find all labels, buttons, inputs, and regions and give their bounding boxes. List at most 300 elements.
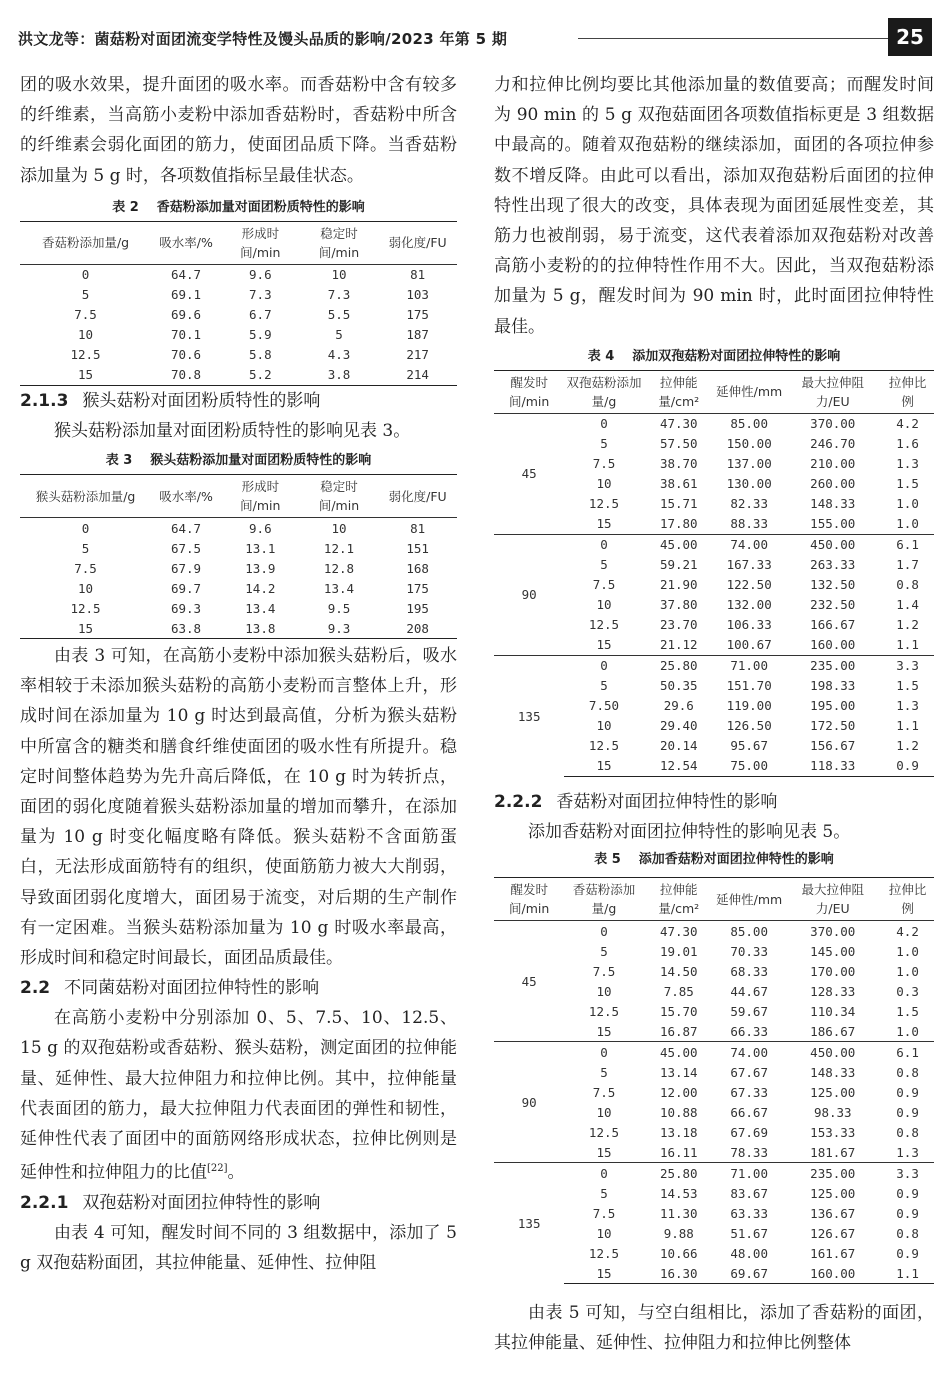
table-cell: 0.9 — [881, 756, 934, 777]
table-cell: 151 — [406, 540, 429, 556]
table-row — [20, 365, 457, 386]
table-header: 弱化度/FU — [378, 475, 457, 518]
table-cell: 166.67 — [810, 617, 856, 633]
table-number: 表 4 — [587, 348, 615, 364]
table-header: 稳定时间/min — [300, 475, 379, 518]
table-cell: 69.67 — [714, 1263, 784, 1284]
table-cell: 1.4 — [896, 597, 919, 613]
table-cell: 9.6 — [249, 520, 272, 536]
table-cell: 29.6 — [663, 698, 694, 714]
table-cell: 0.9 — [896, 1185, 919, 1201]
table-cell: 88.33 — [730, 516, 768, 532]
table-cell: 1.0 — [896, 963, 919, 979]
table-cell: 168 — [406, 560, 429, 576]
table-cell: 210.00 — [810, 456, 856, 472]
table-cell: 9.6 — [249, 267, 272, 283]
table-cell: 16.87 — [659, 1023, 698, 1039]
table-cell: 217 — [406, 347, 429, 363]
table-cell: 1.0 — [896, 1023, 919, 1039]
table-cell: 85.00 — [730, 923, 768, 939]
section-heading — [20, 386, 457, 416]
table-cell: 59.21 — [659, 557, 698, 573]
table-cell: 15.71 — [659, 496, 698, 512]
table-cell: 10.66 — [659, 1245, 698, 1261]
table-cell: 5 — [600, 678, 608, 694]
table-row — [494, 655, 934, 676]
table-cell: 5 — [600, 943, 608, 959]
paragraph: 团的吸水效果，提升面团的吸水率。而香菇粉中含有较多的纤维素，当高筋小麦粉中添加香菇粉时，香菇粉中所含的纤维素会弱化面团的筋力，使面团品质下降。当香菇粉添加量为 5 g 时，各项数值指标呈最佳状态。 — [20, 75, 457, 186]
table-cell: 81 — [410, 520, 426, 536]
table-cell: 0 — [81, 267, 90, 283]
table-cell: 208 — [378, 618, 457, 639]
table-cell: 187 — [406, 327, 429, 343]
table-cell: 44.67 — [730, 983, 768, 999]
table-cell: 5.9 — [249, 327, 272, 343]
table-cell: 1.7 — [896, 557, 919, 573]
table-header: 稳定时间/min — [300, 221, 379, 264]
table-cell: 13.8 — [221, 618, 300, 639]
table-cell: 1.1 — [896, 718, 919, 734]
table-cell: 1.2 — [896, 617, 919, 633]
table-number: 表 3 — [105, 453, 133, 469]
table-cell: 7.85 — [663, 983, 694, 999]
table-cell: 0 — [564, 1042, 643, 1063]
table-header: 吸水率/% — [151, 221, 221, 264]
table-cell: 5.8 — [249, 347, 272, 363]
table-cell: 5 — [600, 1064, 608, 1080]
table-cell: 14.53 — [659, 1185, 698, 1201]
table-cell: 130.00 — [726, 476, 772, 492]
table-cell: 15 — [596, 516, 612, 532]
table-cell: 151.70 — [726, 678, 772, 694]
group-cell: 135 — [494, 655, 564, 776]
table-row — [20, 538, 457, 558]
table-cell: 7.5 — [592, 963, 616, 979]
section-title: 不同菌菇粉对面团拉伸特性的影响 — [64, 978, 320, 999]
table-cell: 15.70 — [659, 1003, 698, 1019]
table-cell: 195.00 — [810, 698, 856, 714]
paragraph: 由表 4 可知，醒发时间不同的 3 组数据中，添加了 5 g 双孢菇粉面团，其拉伸能量、延伸性、拉伸阻 — [20, 1223, 457, 1274]
table-cell: 181.67 — [810, 1144, 856, 1160]
table-cell: 145.00 — [810, 943, 856, 959]
table-header: 拉伸能量/cm² — [644, 878, 714, 921]
table-cell: 63.33 — [730, 1205, 768, 1221]
table-cell: 110.34 — [810, 1003, 856, 1019]
table-cell: 82.33 — [730, 496, 768, 512]
table-cell: 12.1 — [323, 540, 355, 556]
table-cell: 12.54 — [644, 756, 714, 777]
table-cell: 12.5 — [588, 1003, 620, 1019]
table-cell: 4.2 — [896, 923, 919, 939]
table-number: 表 5 — [594, 852, 621, 868]
table-cell: 0.9 — [896, 1205, 919, 1221]
table-cell: 67.33 — [730, 1084, 768, 1100]
table-header: 形成时间/min — [221, 221, 300, 264]
table-cell: 1.1 — [881, 1263, 934, 1284]
table-cell: 103 — [406, 287, 429, 303]
table-cell: 148.33 — [810, 1064, 856, 1080]
table-cell: 81 — [410, 267, 426, 283]
table-cell: 263.33 — [810, 557, 856, 573]
table-cell: 0.8 — [896, 577, 919, 593]
table-cell: 15 — [564, 1263, 643, 1284]
table-cell: 69.7 — [170, 580, 202, 596]
table-cell: 69.6 — [170, 307, 202, 323]
table-cell: 12.5 — [70, 347, 101, 363]
table-header: 延伸性/mm — [714, 370, 784, 413]
section-number: 2.2.1 — [20, 1193, 69, 1214]
table-header: 香菇粉添加量/g — [564, 878, 643, 921]
table-cell: 70.1 — [170, 327, 202, 343]
table-cell: 37.80 — [659, 597, 698, 613]
table-row — [20, 345, 457, 365]
table-cell: 0 — [600, 416, 608, 432]
table-cell: 16.11 — [659, 1144, 698, 1160]
table-caption — [494, 847, 934, 873]
section-number: 2.2.2 — [494, 791, 543, 812]
table-cell: 63.8 — [151, 618, 221, 639]
table-cell: 10 — [596, 983, 612, 999]
table-cell: 64.7 — [170, 520, 202, 536]
section-number: 2.1.3 — [20, 390, 69, 411]
table-caption — [20, 448, 457, 474]
table-cell: 1.0 — [896, 496, 919, 512]
table-cell: 370.00 — [810, 923, 856, 939]
table-caption — [20, 195, 457, 221]
table-cell: 25.80 — [644, 1163, 714, 1184]
table-cell: 186.67 — [810, 1023, 856, 1039]
table-cell: 10 — [78, 327, 94, 343]
table-cell: 450.00 — [784, 1042, 881, 1063]
table-cell: 1.3 — [896, 456, 919, 472]
table-cell: 150.00 — [726, 436, 772, 452]
table-cell: 7.5 — [74, 560, 97, 576]
table-cell: 132.50 — [810, 577, 856, 593]
table-cell: 1.1 — [896, 637, 919, 653]
table-cell: 1.0 — [896, 943, 919, 959]
left-column — [20, 70, 457, 1279]
table-cell: 3.3 — [881, 1163, 934, 1184]
table-cell: 10 — [331, 267, 347, 283]
table-cell: 7.5 — [592, 456, 616, 472]
running-title: 洪文龙等：菌菇粉对面团流变学特性及馒头品质的影响/2023 年第 5 期 — [18, 30, 508, 48]
table-cell: 74.00 — [714, 1042, 784, 1063]
table-cell: 69.3 — [170, 600, 202, 616]
paragraph: 由表 3 可知，在高筋小麦粉中添加猴头菇粉后，吸水率相较于未添加猴头菇粉的高筋小麦粉而言整体上升，形成时间在添加量为 10 g 时达到最高值，分析为猴头菇粉中所富含的糖类和膳食纤维使面团的吸水性有所提升。稳定时间整体趋势为先升高后降低，在 10 g 时为转折点，面团的弱化度随着猴头菇粉添加量的增加而攀升，在添加量为 10 g 时变化幅度略有降低。猴头菇粉不含面筋蛋白，无法形成面筋特有的组织，使面筋筋力被大大削弱，导致面团弱化度增大，面团易于流变，对后期的生产制作有一定困难。当猴头菇粉添加量为 10 g 时吸水率最高，形成时间和稳定时间最长，面团品质最佳。 — [20, 646, 457, 969]
table-cell: 10 — [596, 476, 612, 492]
table-cell: 235.00 — [784, 655, 881, 676]
table-cell: 85.00 — [730, 416, 768, 432]
table-cell: 0.9 — [896, 1245, 919, 1261]
table-cell: 13.1 — [245, 540, 276, 556]
table-cell: 21.12 — [659, 637, 698, 653]
table-cell: 95.67 — [730, 738, 768, 754]
table-body — [20, 264, 457, 385]
table-cell: 0 — [564, 1163, 643, 1184]
table-cell: 71.00 — [714, 1163, 784, 1184]
table-cell: 1.5 — [896, 1003, 919, 1019]
table-cell: 15 — [20, 365, 151, 386]
table-cell: 126.67 — [810, 1225, 856, 1241]
table-cell: 47.30 — [659, 923, 698, 939]
table-cell: 12.5 — [588, 617, 620, 633]
table-cell: 15 — [596, 637, 612, 653]
table-header: 醒发时间/min — [494, 878, 564, 921]
table-cell: 57.50 — [659, 436, 698, 452]
table-cell: 64.7 — [170, 267, 202, 283]
group-cell: 90 — [494, 1042, 564, 1163]
group-cell: 45 — [521, 973, 537, 989]
table-cell: 232.50 — [810, 597, 856, 613]
table-cell: 12.00 — [659, 1084, 698, 1100]
table-cell: 13.4 — [323, 580, 355, 596]
table-cell: 12.5 — [588, 496, 620, 512]
table-body — [20, 518, 457, 639]
section-title: 香菇粉对面团拉伸特性的影响 — [556, 791, 778, 812]
table-cell: 15 — [20, 618, 151, 639]
table-cell: 14.50 — [659, 963, 698, 979]
table-row — [20, 305, 457, 325]
table-cell: 10 — [596, 718, 612, 734]
paragraph-end: 。 — [227, 1162, 245, 1183]
table-cell: 246.70 — [810, 436, 856, 452]
section-heading — [20, 1188, 457, 1218]
table-cell: 19.01 — [659, 943, 698, 959]
table-row — [494, 1163, 934, 1184]
table-cell: 0 — [81, 520, 90, 536]
table-row — [494, 1042, 934, 1063]
table-cell: 23.70 — [659, 617, 698, 633]
table-cell: 3.3 — [881, 655, 934, 676]
table-header: 拉伸比例 — [881, 370, 934, 413]
table-cell: 12.5 — [588, 738, 620, 754]
table-cell: 5 — [81, 287, 90, 303]
table-header: 醒发时间/min — [494, 370, 564, 413]
table-cell: 260.00 — [810, 476, 856, 492]
table-cell: 21.90 — [659, 577, 698, 593]
section-title: 双孢菇粉对面团拉伸特性的影响 — [82, 1193, 321, 1214]
table-cell: 75.00 — [714, 756, 784, 777]
table-cell: 7.3 — [327, 287, 351, 303]
table-cell: 45.00 — [644, 534, 714, 555]
table-cell: 66.67 — [730, 1104, 768, 1120]
table-cell: 6.1 — [881, 1042, 934, 1063]
table-cell: 14.2 — [245, 580, 276, 596]
table-cell: 12.5 — [70, 600, 101, 616]
table-cell: 6.7 — [249, 307, 272, 323]
group-cell: 45 — [521, 466, 537, 482]
table-cell: 12.8 — [323, 560, 355, 576]
table-cell: 1.2 — [896, 738, 919, 754]
table-2 — [20, 221, 457, 386]
table-cell: 153.33 — [810, 1124, 856, 1140]
table-cell: 1.5 — [896, 678, 919, 694]
table-cell: 1.3 — [896, 1144, 919, 1160]
table-cell: 5 — [335, 327, 343, 343]
table-cell: 70.8 — [151, 365, 221, 386]
paragraph: 添加香菇粉对面团拉伸特性的影响见表 5。 — [528, 821, 851, 842]
table-header: 双孢菇粉添加量/g — [564, 370, 643, 413]
table-cell: 119.00 — [726, 698, 772, 714]
table-cell: 198.33 — [810, 678, 856, 694]
table-cell: 100.67 — [726, 637, 772, 653]
table-header: 猴头菇粉添加量/g — [20, 475, 151, 518]
table-cell: 67.67 — [730, 1064, 768, 1080]
table-4 — [494, 370, 934, 777]
table-cell: 7.5 — [74, 307, 97, 323]
table-3 — [20, 474, 457, 639]
table-cell: 29.40 — [659, 718, 698, 734]
section-number: 2.2 — [20, 978, 51, 999]
table-cell: 3.8 — [300, 365, 379, 386]
table-cell: 128.33 — [810, 983, 856, 999]
table-cell: 6.1 — [881, 534, 934, 555]
table-cell: 5.2 — [221, 365, 300, 386]
table-cell: 7.3 — [249, 287, 272, 303]
table-cell: 132.00 — [726, 597, 772, 613]
table-header: 延伸性/mm — [714, 878, 784, 921]
table-cell: 13.4 — [245, 600, 276, 616]
paragraph: 猴头菇粉添加量对面团粉质特性的影响见表 3。 — [54, 420, 411, 441]
table-cell: 7.5 — [592, 1205, 616, 1221]
table-cell: 1.5 — [896, 476, 919, 492]
table-cell: 13.9 — [245, 560, 276, 576]
table-cell: 137.00 — [726, 456, 772, 472]
table-cell: 160.00 — [810, 637, 856, 653]
table-row — [20, 285, 457, 305]
table-header: 弱化度/FU — [378, 221, 457, 264]
table-cell: 161.67 — [810, 1245, 856, 1261]
table-cell: 7.5 — [592, 1084, 616, 1100]
table-cell: 38.70 — [659, 456, 698, 472]
table-cell: 7.5 — [592, 577, 616, 593]
table-title: 猴头菇粉添加量对面团粉质特性的影响 — [150, 453, 372, 469]
table-cell: 175 — [406, 307, 429, 323]
table-cell: 1.3 — [896, 698, 919, 714]
table-cell: 66.33 — [730, 1023, 768, 1039]
group-cell: 90 — [494, 534, 564, 655]
table-number: 表 2 — [112, 199, 139, 215]
table-cell: 38.61 — [659, 476, 698, 492]
table-title: 添加双孢菇粉对面团拉伸特性的影响 — [632, 348, 841, 364]
table-cell: 167.33 — [726, 557, 772, 573]
table-cell: 172.50 — [810, 718, 856, 734]
table-cell: 15 — [596, 1023, 612, 1039]
table-cell: 83.67 — [730, 1185, 768, 1201]
table-cell: 5 — [600, 436, 608, 452]
table-cell: 13.14 — [659, 1064, 698, 1080]
group-cell: 135 — [494, 1163, 564, 1284]
table-cell: 1.6 — [896, 436, 919, 452]
table-header: 拉伸能量/cm² — [644, 370, 714, 413]
table-cell: 25.80 — [644, 655, 714, 676]
table-cell: 4.2 — [896, 416, 919, 432]
page-number: 25 — [888, 18, 932, 56]
table-cell: 0.8 — [896, 1124, 919, 1140]
table-cell: 13.18 — [659, 1124, 698, 1140]
table-cell: 0.9 — [896, 1084, 919, 1100]
table-header: 拉伸比例 — [881, 878, 934, 921]
table-cell: 47.30 — [659, 416, 698, 432]
table-cell: 48.00 — [730, 1245, 768, 1261]
paragraph: 由表 5 可知，与空白组相比，添加了香菇粉的面团，其拉伸能量、延伸性、拉伸阻力和拉伸比例整体 — [494, 1303, 934, 1354]
table-cell: 214 — [378, 365, 457, 386]
table-row — [494, 921, 934, 942]
table-cell: 69.1 — [170, 287, 202, 303]
table-cell: 170.00 — [810, 963, 856, 979]
right-column — [494, 70, 934, 1358]
table-cell: 118.33 — [784, 756, 881, 777]
table-caption — [494, 344, 934, 370]
table-cell: 155.00 — [810, 516, 856, 532]
table-header: 吸水率/% — [151, 475, 221, 518]
table-body — [494, 413, 934, 776]
table-cell: 1.0 — [896, 516, 919, 532]
table-cell: 16.30 — [644, 1263, 714, 1284]
table-cell: 5 — [600, 557, 608, 573]
table-cell: 126.50 — [726, 718, 772, 734]
table-row — [20, 618, 457, 639]
table-row — [20, 558, 457, 578]
table-cell: 148.33 — [810, 496, 856, 512]
table-header: 形成时间/min — [221, 475, 300, 518]
table-cell: 106.33 — [726, 617, 772, 633]
table-cell: 9.88 — [663, 1225, 694, 1241]
table-cell: 67.69 — [730, 1124, 768, 1140]
table-cell: 12.5 — [588, 1124, 620, 1140]
table-cell: 122.50 — [726, 577, 772, 593]
table-cell: 78.33 — [730, 1144, 768, 1160]
table-cell: 71.00 — [714, 655, 784, 676]
table-5 — [494, 877, 934, 1284]
table-cell: 450.00 — [784, 534, 881, 555]
table-row — [20, 325, 457, 345]
table-cell: 175 — [406, 580, 429, 596]
section-heading — [20, 973, 457, 1003]
table-cell: 5 — [81, 540, 90, 556]
paragraph: 力和拉伸比例均要比其他添加量的数值要高；而醒发时间为 90 min 的 5 g 双孢菇面团各项数值指标更是 3 组数据中最高的。随着双孢菇粉的继续添加，面团的各项拉伸参数不增反降。由此可以看出，添加双孢菇粉后面团的拉伸特性出现了很大的改变，具体表现为面团延展性变差，其筋力也被削弱，易于流变，这代表着添加双孢菇粉对改善高筋小麦粉的的拉伸特性作用不大。因此，当双孢菇粉添加量为 5 g，醒发时间为 90 min 时，此时面团拉伸特性最佳。 — [494, 75, 934, 337]
table-cell: 0 — [564, 655, 643, 676]
table-cell: 20.14 — [659, 738, 698, 754]
table-cell: 125.00 — [810, 1185, 856, 1201]
table-cell: 7.50 — [588, 698, 620, 714]
table-cell: 74.00 — [714, 534, 784, 555]
table-cell: 45.00 — [644, 1042, 714, 1063]
table-cell: 10 — [596, 1225, 612, 1241]
table-cell: 11.30 — [659, 1205, 698, 1221]
table-cell: 160.00 — [784, 1263, 881, 1284]
header-rule — [578, 38, 896, 39]
table-cell: 235.00 — [784, 1163, 881, 1184]
table-cell: 10 — [331, 520, 347, 536]
table-cell: 15 — [564, 756, 643, 777]
table-cell: 9.3 — [300, 618, 379, 639]
table-cell: 70.33 — [730, 943, 768, 959]
table-cell: 59.67 — [730, 1003, 768, 1019]
table-cell: 51.67 — [730, 1225, 768, 1241]
table-cell: 50.35 — [659, 678, 698, 694]
table-cell: 0.9 — [896, 1104, 919, 1120]
table-cell: 70.6 — [170, 347, 202, 363]
table-row — [20, 598, 457, 618]
table-cell: 98.33 — [813, 1104, 852, 1120]
section-heading — [494, 787, 934, 817]
table-cell: 10.88 — [659, 1104, 698, 1120]
section-title: 猴头菇粉对面团粉质特性的影响 — [82, 390, 321, 411]
table-cell: 10 — [596, 597, 612, 613]
table-cell: 125.00 — [810, 1084, 856, 1100]
table-cell: 0 — [600, 923, 608, 939]
